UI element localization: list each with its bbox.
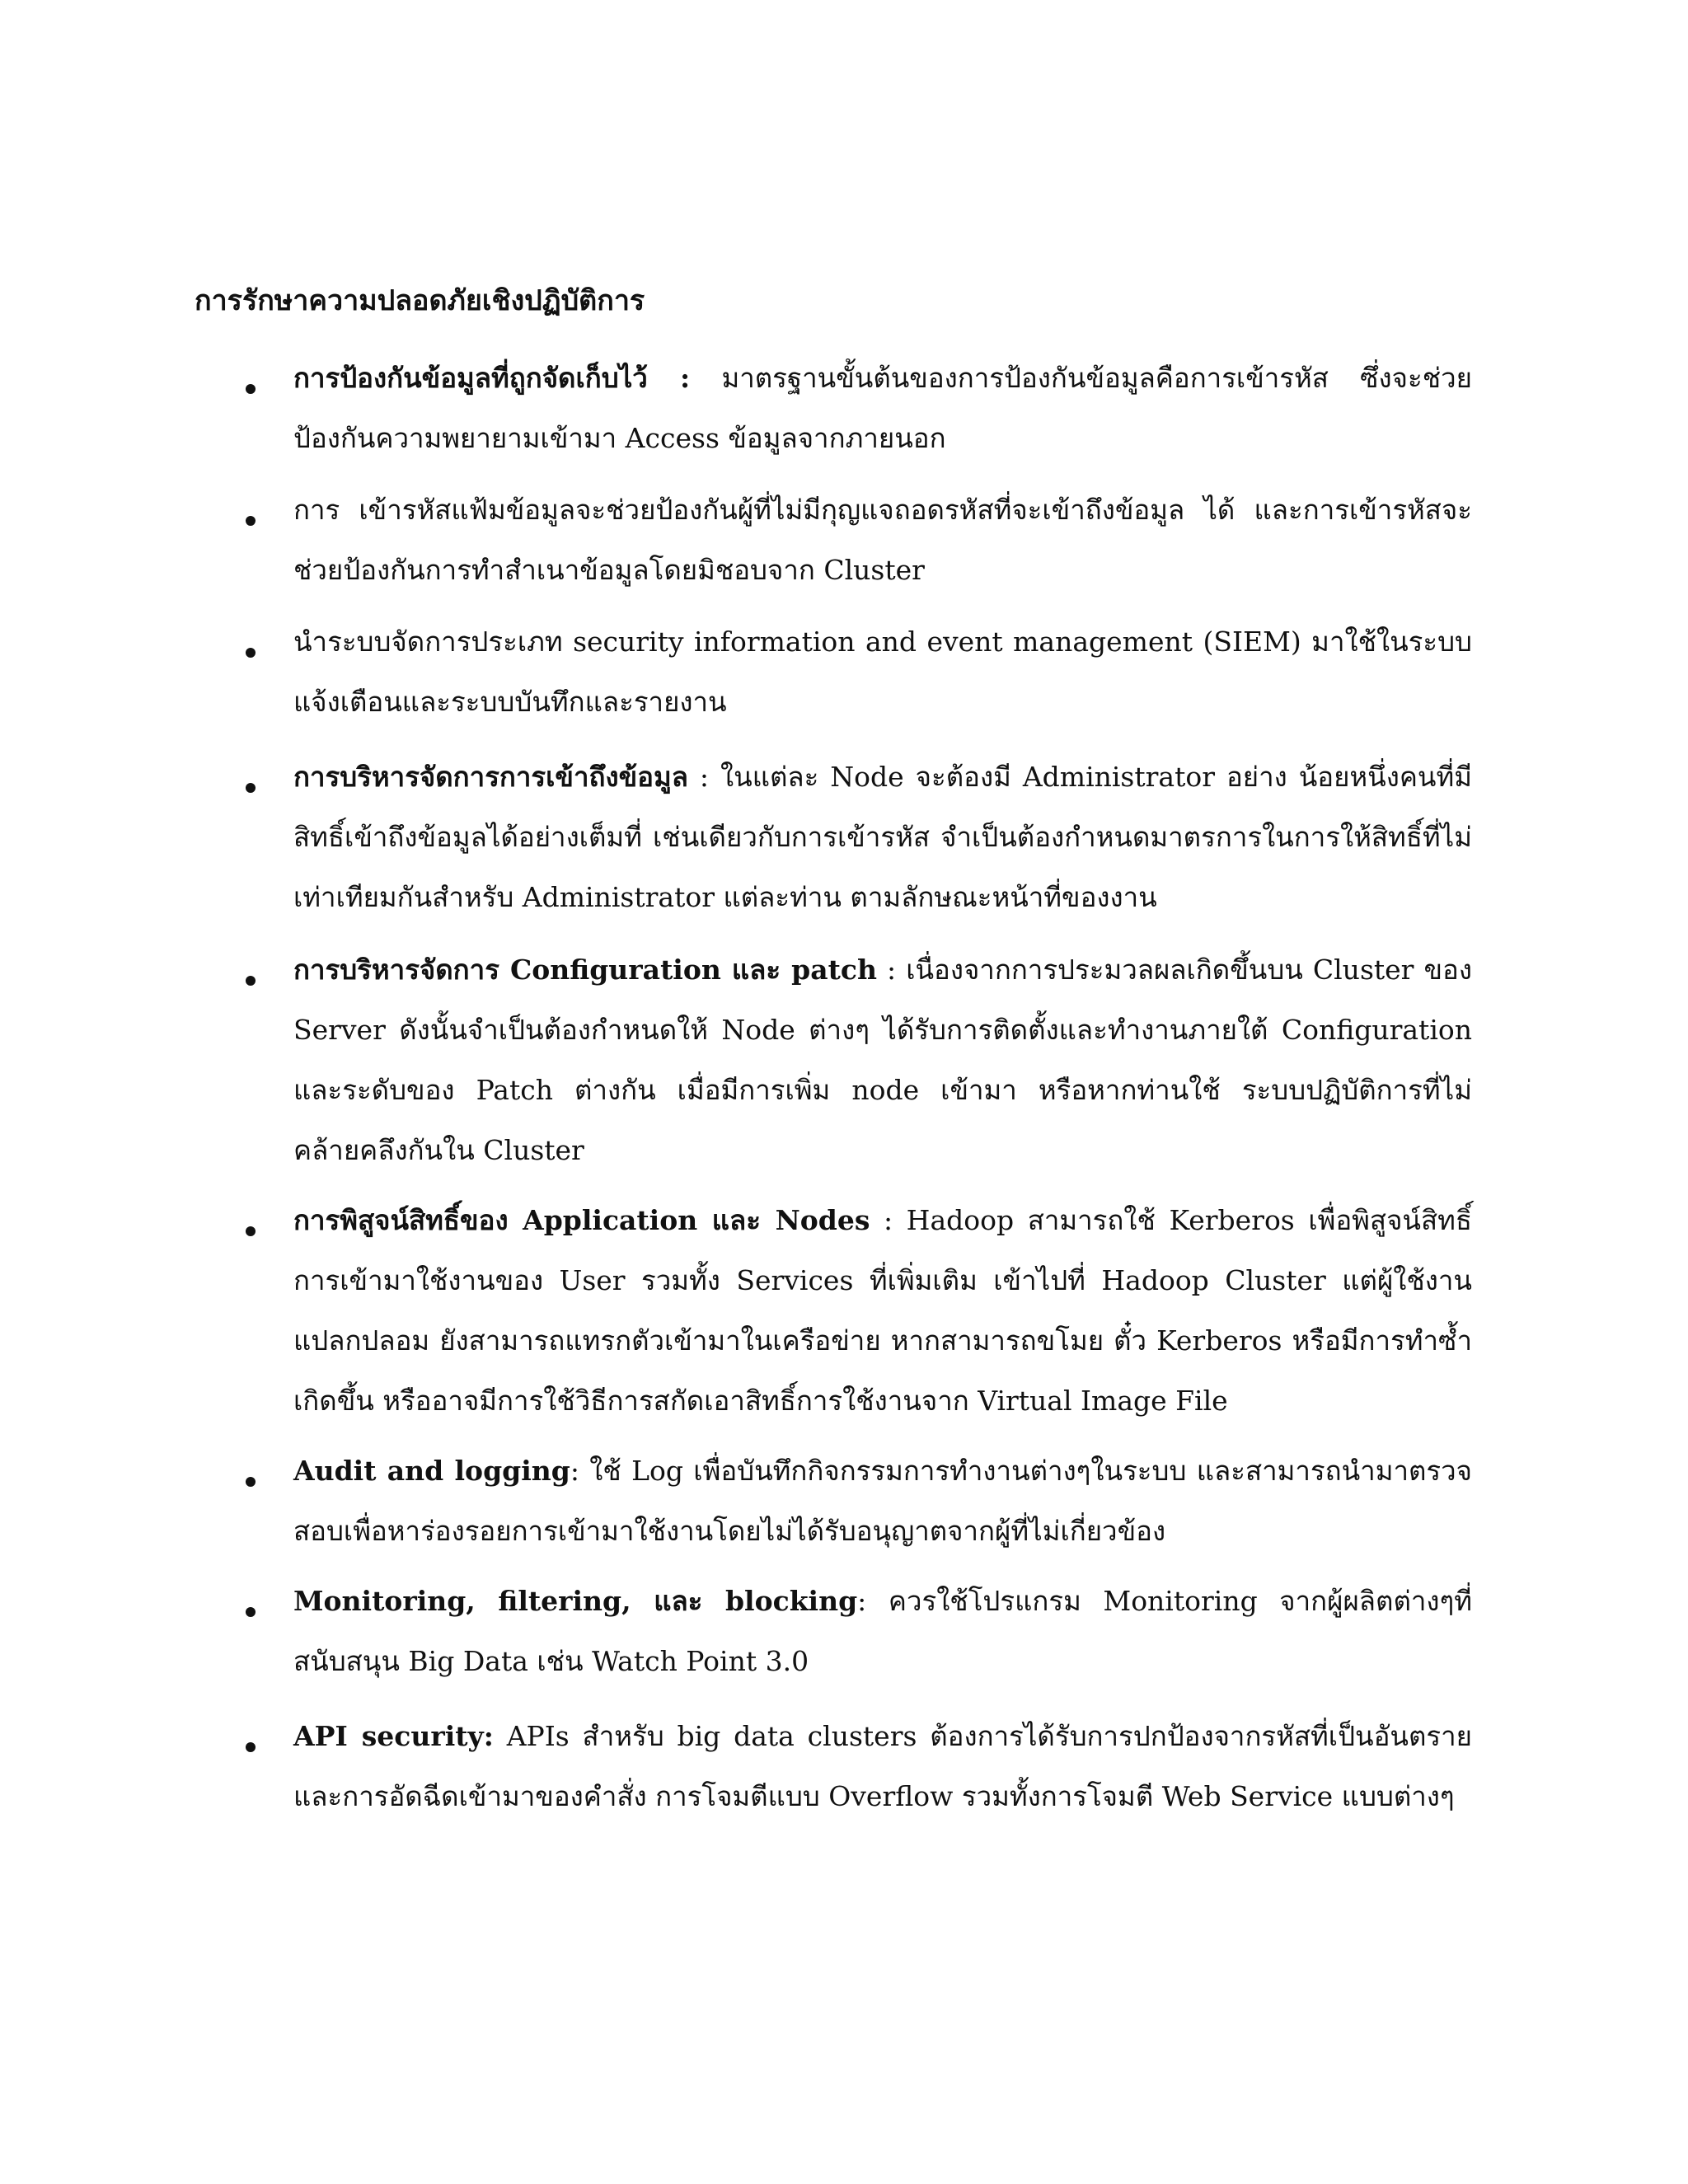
item-text: : เนื่องจากการประมวลผลเกิดขึ้นบน Cluster ของ Server ดังนั้นจำเป็นต้องกำหนดให้ Node ต่างๆ ได้รับการติดตั้งและทำงานภายใต้ Configuration และระดับของ Patch ต่างกัน เมื่อมีการเพิ่ม node เข้ามา หรือหากท่านใช้ ระบบปฏิบัติการที่ไม่คล้ายคลึงกันใน Cluster	[293, 954, 1472, 1166]
bullet-icon	[246, 384, 256, 394]
bullet-icon	[246, 783, 256, 793]
item-text: : ในแต่ละ Node จะต้องมี Administrator อย่าง น้อยหนึ่งคนที่มีสิทธิ์เข้าถึงข้อมูลได้อย่างเต็มที่ เช่นเดียวกับการเข้ารหัส จำเป็นต้องกำหนดมาตรการในการให้สิทธิ์ที่ไม่เท่าเทียมกันสำหรับ Administrator แต่ละท่าน ตามลักษณะหน้าที่ของงาน	[293, 761, 1472, 913]
bullet-icon	[246, 516, 256, 526]
list-item-text	[293, 940, 1472, 1180]
item-text: : ใช้ Log เพื่อบันทึกกิจกรรมการทำงานต่างๆในระบบ และสามารถนำมาตรวจสอบเพื่อหาร่องรอยการเข้ามาใช้งานโดยไม่ได้รับอนุญาตจากผู้ที่ไม่เกี่ยวข้อง	[293, 1455, 1472, 1547]
item-text: การ เข้ารหัสแฟ้มข้อมูลจะช่วยป้องกันผู้ที่ไม่มีกุญแจถอดรหัสที่จะเข้าถึงข้อมูล ได้ และการเข้ารหัสจะช่วยป้องกันการทำสำเนาข้อมูลโดยมิชอบจาก Cluster	[293, 494, 1472, 586]
list-item-text	[293, 1571, 1472, 1691]
list-item-text	[293, 1706, 1472, 1826]
bullet-icon	[246, 1742, 256, 1752]
bullet-icon	[246, 1607, 256, 1617]
item-text: : Hadoop สามารถใช้ Kerberos เพื่อพิสูจน์สิทธิ์การเข้ามาใช้งานของ User รวมทั้ง Services ที่เพิ่มเติม เข้าไปที่ Hadoop Cluster แต่ผู้ใช้งานแปลกปลอม ยังสามารถแทรกตัวเข้ามาในเครือข่าย หากสามารถขโมย ตั๋ว Kerberos หรือมีการทำซ้ำเกิดขึ้น หรืออาจมีการใช้วิธีการสกัดเอาสิทธิ์การใช้งานจาก Virtual Image File	[293, 1204, 1472, 1417]
item-text: APIs สำหรับ big data clusters ต้องการได้รับการปกป้องจากรหัสที่เป็นอันตราย และการอัดฉีดเข้ามาของคำสั่ง การโจมตีแบบ Overflow รวมทั้งการโจมตี Web Service แบบต่างๆ	[293, 1720, 1472, 1812]
bullet-icon	[246, 1226, 256, 1236]
list-item-text	[293, 747, 1472, 927]
item-lead: Audit and logging	[293, 1455, 570, 1487]
list-item-text	[293, 480, 1472, 600]
item-text: : ควรใช้โปรแกรม Monitoring จากผู้ผลิตต่างๆที่สนับสนุน Big Data เช่น Watch Point 3.0	[293, 1585, 1472, 1677]
item-lead: การบริหารจัดการ Configuration และ patch	[293, 954, 877, 986]
item-lead: การป้องกันข้อมูลที่ถูกจัดเก็บไว้ :	[293, 362, 691, 394]
item-text: นำระบบจัดการประเภท security information and event management (SIEM) มาใช้ในระบบแจ้งเตือนและระบบบันทึกและรายงาน	[293, 626, 1472, 718]
bullet-icon	[246, 1477, 256, 1487]
item-lead: การบริหารจัดการการเข้าถึงข้อมูล	[293, 761, 688, 793]
list-item-text	[293, 348, 1472, 468]
item-lead: การพิสูจน์สิทธิ์ของ Application และ Nodes	[293, 1204, 870, 1236]
section-heading: การรักษาความปลอดภัยเชิงปฏิบัติการ	[195, 284, 645, 317]
bullet-icon	[246, 648, 256, 658]
list-item-text	[293, 1190, 1472, 1431]
bullet-icon	[246, 976, 256, 986]
list-item-text	[293, 612, 1472, 732]
list-item-text	[293, 1441, 1472, 1561]
item-lead: Monitoring, filtering, และ blocking	[293, 1585, 858, 1617]
item-lead: API security:	[293, 1720, 494, 1752]
item-text: มาตรฐานขั้นต้นของการป้องกันข้อมูลคือการเข้ารหัส ซึ่งจะช่วยป้องกันความพยายามเข้ามา Access ข้อมูลจากภายนอก	[293, 362, 1472, 454]
